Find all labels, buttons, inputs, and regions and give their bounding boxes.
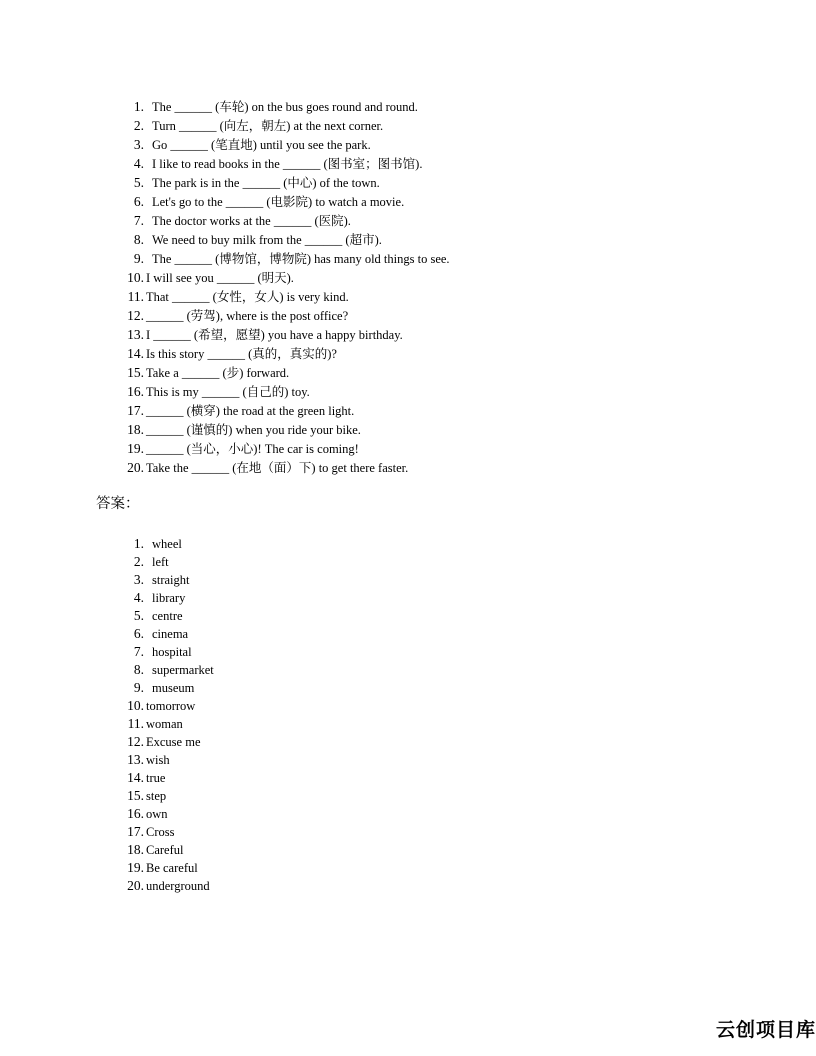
question-item — [112, 154, 450, 173]
question-text: The doctor works at the ______ (医院). — [152, 214, 351, 228]
question-number: 16. — [127, 384, 144, 399]
question-number: 2. — [133, 118, 144, 133]
answer-number: 11. — [127, 716, 144, 731]
question-item — [112, 173, 450, 192]
watermark-text: 云创项目库 — [715, 1019, 816, 1041]
answer-text: Excuse me — [146, 735, 201, 749]
answer-text: wish — [146, 753, 170, 767]
question-item — [112, 97, 450, 116]
answer-text: left — [152, 555, 169, 569]
answer-text: straight — [152, 573, 190, 587]
question-item — [112, 116, 450, 135]
question-number: 11. — [127, 289, 144, 304]
answer-text: cinema — [152, 627, 189, 641]
question-item — [112, 420, 450, 439]
answer-number: 1. — [133, 536, 144, 551]
answer-number: 16. — [127, 806, 144, 821]
answer-text: wheel — [152, 537, 182, 551]
question-item — [112, 211, 450, 230]
question-item — [112, 230, 450, 249]
answer-text: Be careful — [146, 861, 198, 875]
question-text: The park is in the ______ (中心) of the town. — [152, 176, 380, 190]
answer-text: hospital — [152, 645, 192, 659]
question-number: 4. — [133, 156, 144, 171]
question-number: 17. — [127, 403, 144, 418]
answer-text: supermarket — [152, 663, 214, 677]
question-number: 14. — [127, 346, 144, 361]
answer-number: 9. — [133, 680, 144, 695]
question-item — [112, 401, 450, 420]
answer-item — [112, 553, 214, 571]
answer-item — [112, 661, 214, 679]
answer-number: 2. — [133, 554, 144, 569]
answer-item — [112, 769, 214, 787]
answer-item — [112, 805, 214, 823]
answer-number: 19. — [127, 860, 144, 875]
answer-item — [112, 823, 214, 841]
question-item — [112, 382, 450, 401]
question-text: ______ (谨慎的) when you ride your bike. — [146, 423, 361, 437]
question-text: Turn ______ (向左，朝左) at the next corner. — [152, 119, 384, 133]
answer-item — [112, 841, 214, 859]
answer-text: museum — [152, 681, 195, 695]
answer-text: Careful — [146, 843, 184, 857]
answer-item — [112, 571, 214, 589]
question-item — [112, 439, 450, 458]
question-list — [112, 97, 450, 477]
question-item — [112, 249, 450, 268]
question-text: Is this story ______ (真的，真实的)? — [146, 347, 337, 361]
question-text: That ______ (女性，女人) is very kind. — [146, 290, 349, 304]
answer-item — [112, 859, 214, 877]
answer-item — [112, 715, 214, 733]
question-number: 18. — [127, 422, 144, 437]
answers-heading: 答案： — [96, 496, 140, 512]
question-item — [112, 192, 450, 211]
question-text: The ______ (博物馆，博物院) has many old things to see. — [152, 252, 450, 266]
question-number: 8. — [133, 232, 144, 247]
question-number: 10. — [127, 270, 144, 285]
answer-number: 18. — [127, 842, 144, 857]
answer-item — [112, 751, 214, 769]
question-text: I like to read books in the ______ (图书室；图书馆). — [152, 157, 423, 171]
answer-number: 8. — [133, 662, 144, 677]
question-item — [112, 458, 450, 477]
question-text: I ______ (希望，愿望) you have a happy birthday. — [146, 328, 403, 342]
answer-text: own — [146, 807, 168, 821]
question-number: 3. — [133, 137, 144, 152]
question-text: ______ (横穿) the road at the green light. — [146, 404, 355, 418]
answer-item — [112, 625, 214, 643]
question-item — [112, 135, 450, 154]
answer-number: 7. — [133, 644, 144, 659]
question-text: ______ (劳驾), where is the post office? — [146, 309, 349, 323]
answer-text: woman — [146, 717, 183, 731]
question-item — [112, 363, 450, 382]
answer-number: 6. — [133, 626, 144, 641]
question-number: 5. — [133, 175, 144, 190]
answer-number: 17. — [127, 824, 144, 839]
answer-item — [112, 589, 214, 607]
answer-item — [112, 643, 214, 661]
answer-item — [112, 733, 214, 751]
answer-number: 15. — [127, 788, 144, 803]
answer-number: 3. — [133, 572, 144, 587]
answer-number: 5. — [133, 608, 144, 623]
question-number: 7. — [133, 213, 144, 228]
answer-number: 20. — [127, 878, 144, 893]
question-number: 15. — [127, 365, 144, 380]
question-number: 13. — [127, 327, 144, 342]
question-number: 1. — [133, 99, 144, 114]
answer-item — [112, 877, 214, 895]
question-item — [112, 287, 450, 306]
question-text: Let's go to the ______ (电影院) to watch a movie. — [152, 195, 405, 209]
answer-number: 12. — [127, 734, 144, 749]
answer-item — [112, 697, 214, 715]
question-number: 6. — [133, 194, 144, 209]
answer-text: step — [146, 789, 167, 803]
question-text: Go ______ (笔直地) until you see the park. — [152, 138, 371, 152]
question-text: Take a ______ (步) forward. — [146, 366, 290, 380]
question-text: ______ (当心，小心)! The car is coming! — [146, 442, 359, 456]
answer-number: 14. — [127, 770, 144, 785]
answer-item — [112, 679, 214, 697]
question-item — [112, 306, 450, 325]
question-number: 12. — [127, 308, 144, 323]
question-text: Take the ______ (在地（面）下) to get there faster. — [146, 461, 409, 475]
answer-number: 13. — [127, 752, 144, 767]
answer-text: Cross — [146, 825, 175, 839]
question-text: I will see you ______ (明天). — [146, 271, 294, 285]
answer-text: library — [152, 591, 186, 605]
answer-text: centre — [152, 609, 183, 623]
question-text: We need to buy milk from the ______ (超市). — [152, 233, 382, 247]
question-number: 9. — [133, 251, 144, 266]
question-text: This is my ______ (自己的) toy. — [146, 385, 310, 399]
question-item — [112, 325, 450, 344]
question-item — [112, 344, 450, 363]
question-number: 20. — [127, 460, 144, 475]
question-text: The ______ (车轮) on the bus goes round and round. — [152, 100, 418, 114]
answer-item — [112, 607, 214, 625]
question-number: 19. — [127, 441, 144, 456]
answer-text: underground — [146, 879, 210, 893]
question-item — [112, 268, 450, 287]
answer-text: true — [146, 771, 166, 785]
answer-item — [112, 535, 214, 553]
answer-number: 4. — [133, 590, 144, 605]
answer-number: 10. — [127, 698, 144, 713]
answer-item — [112, 787, 214, 805]
answer-list — [112, 535, 214, 895]
answer-text: tomorrow — [146, 699, 196, 713]
